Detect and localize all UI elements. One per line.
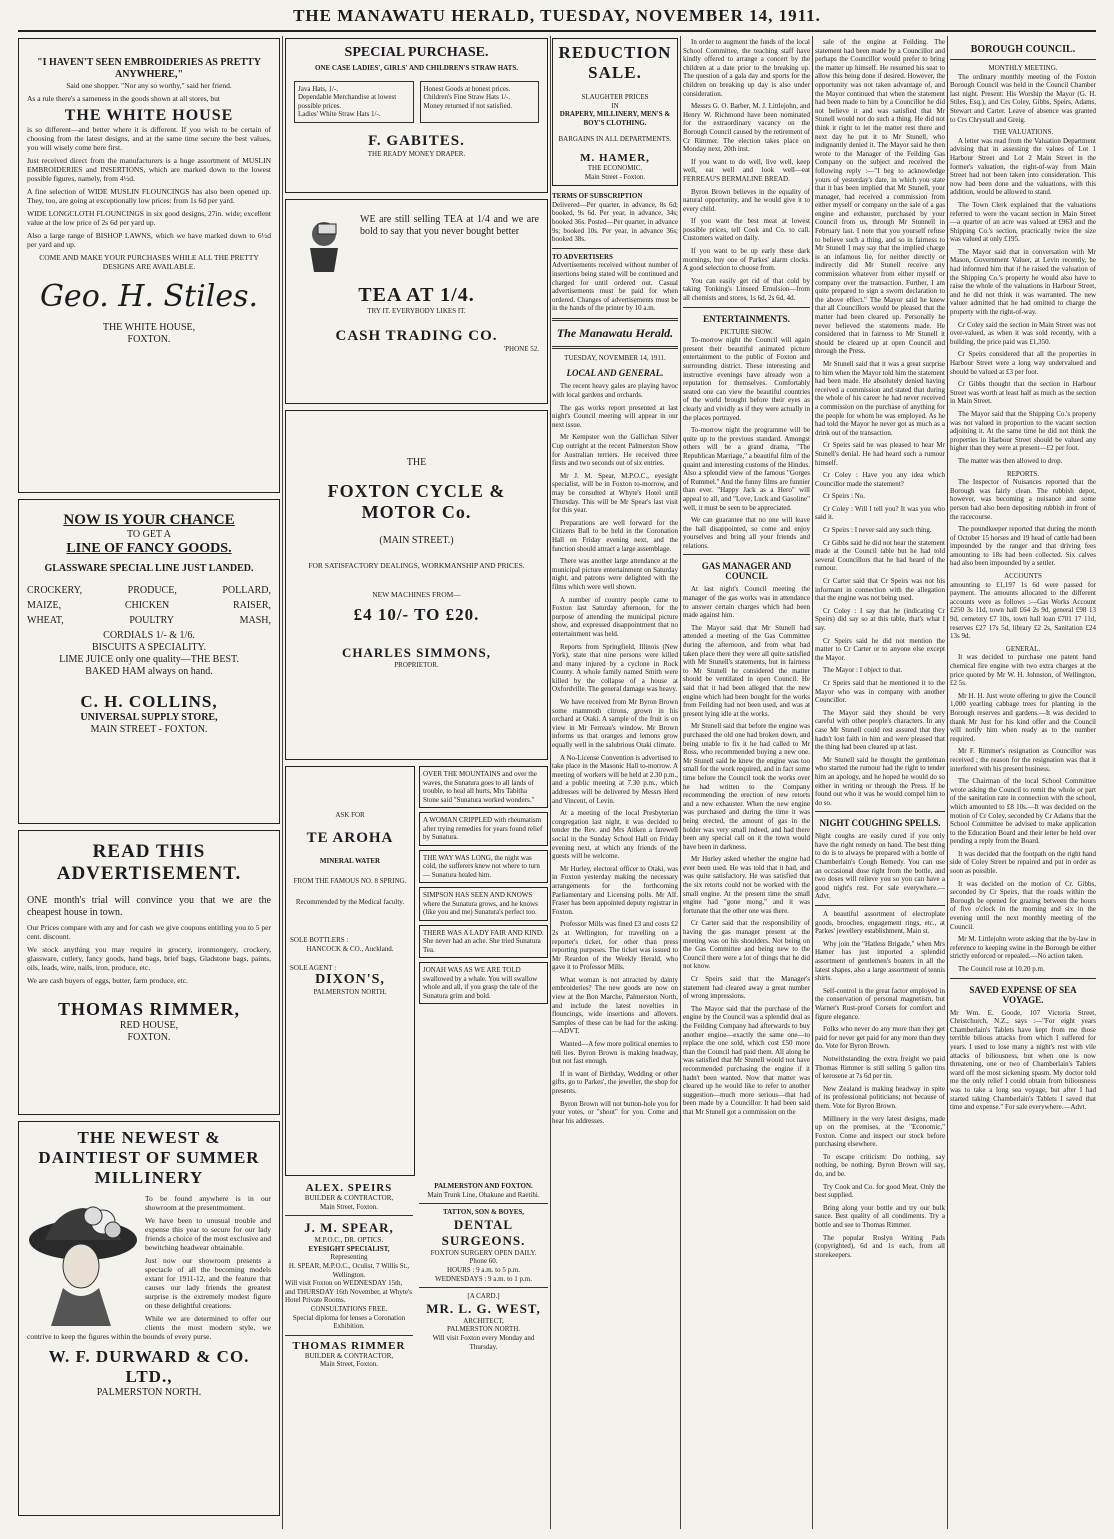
advert-text: Just received direct from the manufacturers is a huge assortment of MUSLIN EMBROIDERIES and INSERTIONS, which are marked down to the lowest possible figures, namely, from 4½d.: [27, 156, 271, 183]
advert-text: FOR SATISFACTORY DEALINGS, WORKMANSHIP AND PRICES.: [308, 561, 525, 570]
advert-text: Will visit Foxton every Monday and Thursday.: [432, 1333, 535, 1351]
advert-heading: GLASSWARE SPECIAL LINE JUST LANDED.: [44, 563, 254, 574]
product-name: TE AROHA: [306, 829, 394, 846]
valuations-text: A letter was read from the Valuation Department advising that in assessing the values of Lot 1 Harbour Street and Lot 2 Main Street in the former's valuation, the right-of-way from Main Street had not been taken into consideration. This now had been done and the valuations, with this addition, would be allowed to stand. The Town Clerk explained that the valuations referred to were the vacant section in Main Street —a quarter of an acre was valued at £963 and the Shipping Co.'s section, practically twice the size was valued at only £195. The Mayor said that in conversation with Mr Mason, Government Valuer, at Levin recently, he had informed him that if he raised the valuation of the Shipping Co.'s property he would also have to raise the whole of the valuations in Harbour Street, and he did not think it was warranted. The new valuer admitted that he had omitted to charge the property with the right-of-way. Cr Coley said the section in Main Street was not over-valued, as when it was sold recently, with a building, the price paid was £1,350. Cr Speirs considered that all the properties in Harbour Street were a long way undervalued and should be valued at £3 per foot. Cr Gibbs thought that the section in Harbour Street was worth at least half as much as the section in Main Street. The Mayor said that the Shipping Co.'s property was not valued in proportion to the vacant section adjoining it. At the same time he did not think the properties in Harbour Street should be valued any higher than they were at present—£2 per foot. The matter was then allowed to drop.: [950, 136, 1096, 465]
mid-adverts: [285, 766, 548, 1176]
small-advert: THE WAY WAS LONG, the night was cold, the sufferers knew not where to turn — Sunatura healed him.: [419, 850, 548, 884]
advert-text: BAKED HAM always on hand.: [85, 666, 213, 677]
section-heading: BOROUGH COUNCIL.: [970, 44, 1076, 55]
advert-text: BUILDER & CONTRACTOR,: [304, 1351, 394, 1360]
small-advert: OVER THE MOUNTAINS and over the waves, the Sunatura goes to all lands of trouble, to heal all hurts, Mrs Tabitha Stone said "Sunatura worked wonders.": [419, 766, 548, 808]
advert-text: SLAUGHTER PRICES: [581, 93, 649, 101]
advert-text: BARGAINS IN ALL DEPARTMENTS.: [558, 135, 672, 144]
durward-advert: [18, 1121, 280, 1516]
column-5: [815, 38, 945, 1529]
tea-advert: [285, 199, 548, 404]
gabites-advert: [285, 38, 548, 193]
advert-text: TO GET A: [126, 529, 172, 540]
small-advert: THERE WAS A LADY FAIR AND KIND. She never had an ache. She tried Sunatura Tea.: [419, 925, 548, 959]
advert-text: ARCHITECT,: [463, 1316, 504, 1325]
advert-text: CORDIALS 1/- & 1/6.: [103, 630, 195, 641]
section-heading: TO ADVERTISERS: [552, 252, 613, 261]
collins-advert: [18, 499, 280, 824]
store-name: F. GABITES.: [368, 132, 465, 149]
column-rule: [680, 36, 681, 1529]
section-subheading: PICTURE SHOW.: [720, 327, 773, 336]
store-name: C. H. COLLINS,: [80, 692, 218, 711]
advert-text: We are cash buyers of eggs, butter, farm produce, etc.: [27, 976, 188, 985]
advert-text: SOLE BOTTLERS :: [290, 936, 349, 945]
advert-text: While we are determined to offer our clients the most modern style, we contrive to keep the figures within the bounds of every purse.: [27, 1314, 271, 1341]
advert-text: WE are still selling TEA at 1/4 and we are bold to say that you never bought better: [360, 214, 539, 237]
section-heading: SAVED EXPENSE OF SEA VOYAGE.: [969, 984, 1077, 1005]
advert-text: PALMERSTON NORTH.: [96, 1387, 202, 1398]
advert-text: Just now our showroom presents a spectacle of all the becoming models extant for 1911-12, and the feature that causes our lady friends the greatest surprise is the extremely modest figure on these delightful creations.: [145, 1256, 271, 1310]
column-1: [18, 38, 280, 1529]
store-name: MR. L. G. WEST,: [426, 1300, 541, 1316]
advert-text: Main Street, Foxton.: [320, 1202, 378, 1211]
advert-text: HOURS : 9 a.m. to 5 p.m.: [446, 1265, 521, 1274]
store-name: THE WHITE HOUSE: [64, 107, 234, 124]
advert-text: Said one shopper. "Nor any so worthy," said her friend.: [66, 81, 232, 90]
advert-heading: LINE OF FANCY GOODS.: [66, 541, 232, 556]
advert-text: PALMERSTON NORTH.: [446, 1325, 521, 1334]
store-name: TATTON, SON & BOYES,: [442, 1208, 525, 1217]
advert-text: FOXTON SURGERY OPEN DAILY.: [430, 1248, 537, 1257]
advert-text: SOLE AGENT :: [290, 963, 337, 972]
advert-text: FROM THE FAMOUS NO. 8 SPRING.: [293, 877, 407, 886]
column-rule: [550, 36, 551, 1529]
advert-text: As a rule there's a sameness in the goods shown at all stores, but: [27, 94, 220, 103]
advert-footer: FOXTON.: [127, 334, 171, 345]
section-subheading: REPORTS.: [1006, 469, 1040, 478]
advert-text: WIDE LONGCLOTH FLOUNCINGS in six good designs, 27in. wide; excellent value at the low price of 2s 6d per yard up.: [27, 209, 271, 227]
newspaper-title: The Manawatu Herald.: [556, 325, 674, 340]
section-heading: NIGHT COUGHING SPELLS.: [819, 818, 941, 829]
hamer-advert: [552, 38, 678, 186]
column-rule: [947, 36, 948, 1529]
column-rule: [812, 36, 813, 1529]
advert-text: 'PHONE 52.: [503, 344, 539, 353]
small-advert: A WOMAN CRIPPLED with rheumatism after trying remedies for years found relief by Sunatura.: [419, 812, 548, 846]
section-heading: TERMS OF SUBSCRIPTION: [552, 192, 643, 201]
advert-text: is so different—and better where it is different. If you wish to be certain of choosing from the latest designs, and at the same time secure the best values, you will wisely come here first.: [27, 125, 271, 152]
advert-text: IN: [611, 101, 619, 110]
advert-text: Recommended by the Medical faculty.: [295, 897, 405, 906]
small-advert: SIMPSON HAS SEEN AND KNOWS where the Sunatura grows, and he knows (like you and me) Sunatura's perfect too.: [419, 887, 548, 921]
proprietor-name: CHARLES SIMMONS,: [342, 645, 491, 660]
advert-text: ASK FOR: [335, 811, 365, 819]
white-house-advert: [18, 38, 280, 493]
advert-text: A fine selection of WIDE MUSLIN FLOUNCINGS has also been opened up. They, too, are going at exceptionally low prices: from 1s 6d per yard.: [27, 187, 271, 205]
advert-text: MINERAL WATER: [319, 856, 381, 865]
goods-row: WHEAT, POULTRY MASH,: [27, 615, 271, 626]
advert-text: Will visit Foxton on WEDNESDAY 15th, and THURSDAY 16th November, at Whyte's Hotel Private Rooms.: [285, 1279, 412, 1305]
advert-text: To be found anywhere is in our showroom at the presentmoment.: [145, 1194, 271, 1212]
section-subheading: ACCOUNTS: [1004, 572, 1042, 581]
advert-heading: SALE.: [588, 63, 642, 82]
advert-text: HANCOCK & CO., Auckland.: [306, 944, 394, 953]
advert-heading: EYESIGHT SPECIALIST,: [308, 1244, 390, 1253]
advert-text: NEW MACHINES FROM—: [372, 590, 461, 599]
entertainments-text: To-morrow night the Council will again present their beautiful animated picture entertainment to the public of Foxton and surrounding district. These interesting and instructive evenings have already won a reputation for themselves. Comfortably seated one can view the beautiful countries of the world brought before their eyes as clearly and vividly as if they were actually in the places portrayed. To-morrow night the programme will be quite up to the previous standard. Amongst others will be a grand drama, "The Republican Marriage," a beautiful film of the quaint and interesting customs of the Hindus. Also a splendid view of the famous "Gorges of Rummel." And the funny films are funnier than ever. "Happy Jack as a Hero" will appeal to all, and "Love, Luck and Gasoline" well, it must be seen to be appreciated. We can guarantee that no one will leave the hall disappointed, so come and enjoy yourselves and bring all your friends and relations.: [683, 336, 810, 550]
column-3: [552, 38, 678, 1529]
council-text: The ordinary monthly meeting of the Foxton Borough Council was held in the Council Chamber last night. Present: His Worship the Mayor (G. H. Stiles, Esq.), and Crs Coley, Gibbs, Speirs, Adams, Stewart and Carter. Leave of absence was granted to Crs Chrystall and Greig.: [950, 72, 1096, 124]
advert-text: WEDNESDAYS : 9 a.m. to 1 p.m.: [435, 1274, 532, 1283]
column-rule: [282, 36, 283, 1529]
advert-price: £4 10/- TO £20.: [353, 605, 480, 624]
general-text: It was decided to purchase one patent hand chemical fire engine with two extra charges at the price quoted by Mr W. H. Johnston, of Wellington, £2 5s. Mr H. H. Just wrote offering to give the Council 1,000 yearling cabbage trees for planting in the Borough reserves and gardens.—It was decided to thank Mr Just for his kind offer and the Council will notify him when ready as to the number required. Mr F. Rimmer's resignation as Councillor was received ; the reason for the resignation was that it interfered with his present business. The Chairman of the local School Committee wrote asking the Council to remit the whole or part of the sanitation rate in connection with the school, which amounted to £8 10s.—It was decided on the motion of Cr Coley, seconded by Cr Adams that the School Committee be advised to make application to the Education Board and their letter be held over pending a reply from the Board. It was decided that the footpath on the right hand side of Coley Street be repaired and put in order as soon as possible. It was decided on the motion of Cr. Gibbs, seconded by Cr Speirs, that the roads within the Borough be opened for grazing between the hours of five o'clock in the morning and six in the evening until the next monthly meeting of the Council. Mr M. Littlejohn wrote asking that the by-law in reference to keeping swine in the Borough be either strictly enforced or repealed.—No action taken. The Council rose at 10.20 p.m.: [950, 653, 1096, 973]
store-name: CASH TRADING CO.: [335, 327, 498, 344]
cycle-advert: [285, 410, 548, 760]
store-name: DIXON'S,: [315, 972, 385, 988]
bottom-adverts: [285, 1182, 548, 1369]
advert-text: CONSULTATIONS FREE.: [310, 1304, 388, 1313]
store-name: J. M. SPEAR,: [304, 1220, 394, 1236]
store-name: THOMAS RIMMER: [292, 1339, 406, 1352]
advert-text: Special diploma for lenses a Coronation Exhibition.: [292, 1313, 406, 1331]
advert-text: BUILDER & CONTRACTOR,: [304, 1194, 394, 1202]
goods-row: MAIZE, CHICKEN RAISER,: [27, 600, 271, 611]
advert-text: FOXTON.: [127, 1032, 171, 1043]
column-6: [950, 38, 1096, 1529]
advert-text: Night coughs are easily cured if you only have the right remedy on hand. The best thing to do is to always be prepared with a bottle of Chamberlain's Cough Remedy. You can use an occasional dose right from the bottle, and two doses will relieve you so you can have a good night's rest. For sale everywhere.—Advt.: [815, 832, 945, 901]
gabites-lists: Java Hats, 1/-. Dependable Merchandise at lowest possible prices. Ladies' White Straw Hats 1/-. Honest Goods at honest prices. Children's Fine Straw Hats 1/-. Money returned if not satisfied.: [294, 81, 539, 123]
advert-text: BISCUITS A SPECIALITY.: [91, 642, 206, 653]
notice-text: Advertisements received without number of insertions being stated will be continued and charged for until ordered out. Casual advertisements must be paid for when ordered. Changes of advertisements must be in the hands of the printer by 10 a.m.: [552, 261, 678, 313]
sunatura-adverts: [419, 766, 548, 1176]
advert-heading: SPECIAL PURCHASE.: [344, 45, 489, 60]
advert-text: PROPRIETOR.: [394, 661, 439, 669]
small-advert: JONAH WAS AS WE ARE TOLD swallowed by a whale. You will swallow whole and all, if you grasp the tale of the Sunatura grim and bold.: [419, 962, 548, 1004]
section-subheading: GENERAL.: [1005, 644, 1041, 653]
accounts-text: amounting to £1,197 1s 6d were passed for payment. The amounts allocated to the different accounts were as follows :—Gas Works Account £250 3s 11d, town hall £64 2s 9d, general £98 13 9d, cemetery £7 10s, town hall loan £701 17 11d, reserves £27 17s 5d, library £2 2s, Sanitation £24 13s 9d.: [950, 580, 1096, 641]
advert-text: LIME JUICE only one quality—THE BEST.: [59, 654, 239, 665]
rimmer-advert: [18, 830, 280, 1115]
advert-heading: NOW IS YOUR CHANCE: [63, 512, 235, 528]
store-name: FOXTON CYCLE & MOTOR Co.: [327, 481, 506, 522]
advert-text: Our Prices compare with any and for cash we give coupons entitling you to 5 per cent. discount.: [27, 923, 271, 941]
advert-heading: TEA AT 1/4.: [358, 284, 475, 306]
advert-footer: THE WHITE HOUSE,: [102, 322, 196, 333]
tea-cup-icon: [294, 214, 354, 274]
te-aroha-advert: [285, 766, 415, 1176]
hat-illustration: [27, 1196, 139, 1326]
advert-heading: PALMERSTON AND FOXTON.: [434, 1182, 533, 1190]
section-heading: LOCAL AND GENERAL.: [566, 368, 664, 379]
advert-text: Phone 60.: [469, 1257, 498, 1266]
advert-heading: REDUCTION: [558, 43, 672, 62]
advert-text: [A CARD.]: [467, 1292, 500, 1301]
advert-text: H. SPEAR, M.P.O.C., Oculist, 7 Willis St., Wellington.: [288, 1261, 410, 1279]
column-2: [285, 38, 548, 1529]
section-subheading: MONTHLY MEETING.: [988, 64, 1058, 72]
advert-text: UNIVERSAL SUPPLY STORE,: [80, 712, 218, 723]
masthead-rule: [18, 30, 1096, 32]
advert-text: TRY IT. EVERYBODY LIKES IT.: [367, 307, 466, 315]
advert-text: DRAPERY, MILLINERY, MEN'S & BOY'S CLOTHING.: [559, 110, 671, 127]
section-heading: ENTERTAINMENTS.: [703, 313, 790, 324]
news-items: In order to augment the funds of the local School Committee, the teaching staff have kindly offered to arrange a concert by the children at a date prior to the breaking up. The question of a gala day and sports for the children on breaking up day is also under consideration. Messrs G. O. Barber, M. J. Littlejohn, and Henry W. Richmond have been nominated for the extraordinary vacancy on the Borough Council caused by the retirement of Cr Rimmer. The election takes place on Monday next, 20th inst. If you want to do well, live well, keep well, eat well and look well—eat FERREAU'S BERMALINE BREAD. Byron Brown believes in the equality of natural opportunity, and he would give it to every child. If you want the best meat at lowest possible prices, tell Cook and Co. to call. Customers waited on daily. If you want to be up early these dark mornings, buy one of Parkes' alarm clocks. A good selection to choose from. You can easily get rid of that cold by taking Tonking's Linseed Emulsion—from all chemists and stores, 1s 6d, 2s 6d, 4d.: [683, 38, 810, 303]
column-4: [683, 38, 810, 1529]
advert-text: We stock anything you may require in grocery, ironmongery, crockery, glassware, cutlery, fancy goods, hand bags, brief bags, Gladstone bags, paints, oils, leads, wire, nails, iron, produce, etc.: [27, 945, 271, 972]
advert-text: Also a large range of BISHOP LAWNS, which we have marked down to 6½d per yard and up.: [27, 231, 271, 249]
advert-text: M.P.O.C., DR. OPTICS.: [314, 1236, 384, 1245]
advert-text: PALMERSTON NORTH.: [313, 988, 387, 997]
advert-text: Main Street - Foxton.: [584, 172, 646, 181]
advert-text: Main Trunk Line, Ohakune and Raetihi.: [427, 1190, 540, 1199]
local-news: The recent heavy gales are playing havoc with local gardens and orchards. The gas works report presented at last night's Council meeting will appear in our next issue. Mr Kempster won the Gallichan Silver Cup outright at the recent Palmerston Show for Australian terriers. He received three firsts and two seconds out of six entries. Mr J. M. Spear, M.P.O.C., eyesight specialist, will be in Foxton to-morrow, and may be consulted at Whyte's Hotel until Thursday. This will be Mr Spear's last visit for this year. Preparations are well forward for the Citizens Ball to be held in the Coronation Hall on Friday evening next, and the function should attract a large assemblage. There was another large attendance at the municipal picture entertainment on Saturday night, and patrons were delighted with the films which were well shown. A number of country people came to Foxton last Saturday afternoon, for the purpose of attending the municipal picture show, and expressed disappointment that no entertainment was held. Reports from Springfield, Illinois (New York), state that nine persons were killed and many injured by a cyclone in Rock County. A whole family named Smith were killed by the collapse of a house at Oxfordville. The general damage was heavy. We have received from Mr Byron Brown some mammoth citrons, grown in his orchard at Otaki. A sample of the fruit is on view in Mr Ferreau's window. Mr Brown informs us that oranges and lemons grow equally well in the salubrious Otaki climate. A No-License Convention is advertised to take place in the Masonic Hall to-morrow. A meeting of workers will be held at 2.30 p.m., and a public meeting at 7.30 p.m., which addresses will be delivered by Messrs Herd and Vincent, of Levin. At a meeting of the local Presbyterian congregation last night, it was decided to tender the Rev. and Mrs Aitken a farewell social in the Sunday School Hall on Friday evening next, at which any friends of the guests will be welcome. Mr Hurley, electoral officer to Otaki, was in Foxton yesterday making the necessary arrangements for the forthcoming Parliamentary and Licensing polls. Mr Alf. Fraser has been appointed deputy registrar in Foxton. Professor Mills was fined £3 and costs £2 2s at Wellington, for travelling on a reporter's ticket, for other than press reporting purposes. The ticket was issued to Mr Reardon of the Weekly Herald, who gave it to Professor Mills. What woman is not attracted by dainty embroideries? The new goods are now on view at the Bon Marche, Palmerston North, and include the latest novelties in flouncings, wide insertions and allovers. Samples of these can be had for the asking.—ADVT. Wanted—A few more political enemies to tell lies. Byron Brown is making headway, but not fast enough. If in want of Birthday, Wedding or other gifts, go to Parkes', the jeweller, the shop for presents. Byron Brown will not button-hole you for your votes, or "shout" for you. Come and hear his addresses.: [552, 382, 678, 1125]
advert-text: THE READY MONEY DRAPER.: [367, 149, 466, 158]
advert-heading: THE NEWEST & DAINTIEST OF SUMMER MILLINERY: [38, 1128, 260, 1187]
advert-text: Mr Wm. E. Goode, 107 Victoria Street, Christchurch, N.Z., says :—"For eight years Chamberlain's Tablets have kept from me those terrible bilious attacks from which I suffered for years. I used to lose many a night's rest with vile attacks of biliousness, but when one is now threatening, one or two of Chamberlain's Tablets ward off the most sickening spasm. My doctor told me the only relief I could obtain from biliousness was to take a long sea voyage, but after I had started taking Chamberlain's Tablets I saved that time and expense." For sale everywhere.—Advt.: [950, 1008, 1096, 1112]
issue-date: TUESDAY, NOVEMBER 14, 1911.: [564, 353, 666, 362]
section-heading: GAS MANAGER AND COUNCIL: [701, 561, 792, 582]
signature: Geo. H. Stiles.: [39, 279, 259, 314]
notice-text: Delivered—Per quarter, in advance, 8s 6d; booked, 9s 6d. Per year, in advance, 34s; booked 36s. Posted—Per quarter, in advance 9s; booked 10s. Per year, in advance 36s; booked 38s.: [552, 200, 678, 244]
advert-text: Main Street, Foxton.: [320, 1360, 378, 1369]
advert-text: ONE month's trial will convince you that we are the cheapest house in town.: [27, 895, 271, 918]
advert-text: RED HOUSE,: [119, 1020, 179, 1031]
store-name: W. F. DURWARD & CO. LTD.,: [48, 1347, 250, 1386]
advert-text: (MAIN STREET.): [379, 535, 454, 546]
reports-text: The Inspector of Nuisances reported that the Borough was fairly clean. The rubbish depot, however, was becoming a nuisance and some person had also been depositing rubbish in front of the racecourse. The poundkeeper reported that during the month of October 15 horses and 19 head of cattle had been impounded by the ranger and that driving fees amounting to 18s had been collected. Six calves had also been impounded by a settler.: [950, 478, 1096, 568]
masthead-title: THE MANAWATU HERALD, TUESDAY, NOVEMBER 14, 1911.: [293, 6, 821, 25]
gas-manager-text: At last night's Council meeting the manager of the gas works was in attendance to answer certain charges which had been made against him. The Mayor said that Mr Stunell had attended a meeting of the Gas Committee during the afternoon, and from what had taken place there they were all quite satisfied with Mr Stunell's statements, but in fairness to Mr Stunell he considered the matter should be ventilated in open Council. He said that it had been alleged that the new engine which had been bought for the works from Feilding had not been used, and was at present lying idle at the works. Mr Stunell said that before the engine was purchased the old one had broken down, and being unable to fix it he had called to Mr Ross, who recommended buying a new one. Mr Stunell said he knew the engine was too small for the work required, and in fact some time before the Council took the works over he had written to the Company recommending the erection of new retorts and a new exhauster. When the new engine was purchased and during the time it was being erected, the amount of gas in the holder was very small indeed, and had there been any special call on it the town would have been in darkness. Mr Hurley asked whether the engine had ever been used. He was told that it had, and was quite satisfactory. He was satisfied that the six retorts could not be worked with the small engine. At the present time the small engine had "gone mong," and it was fortunate that the other one was there. Cr Carter said that the responsibility of having the gas manager present at the meeting was on his shoulders. Not being on the Gas Committee and being new to the Council there were a lot of things that he did not know. Cr Speirs said that the Manager's statement had cleared away a great number of wrong impressions. The Mayor said that the purchase of the engine by the Council was a splendid deal as the Feilding Company had afterwards to buy another engine—exactly the same one—to replace the one sold, which cost £50 more than the Council had paid them. All along he was satisfied that Mr Stunell would not have recommended purchasing the engine if it hadn't been wanted. Now that matter was cleared up he would like to refer to another suggestion—much more serious—that had been made by a Councillor. It had been said that Mr Stunell got a commission on the: [683, 585, 810, 1116]
advert-text: MAIN STREET - FOXTON.: [90, 724, 208, 735]
store-name: M. HAMER,: [580, 151, 650, 164]
advert-text: THE: [406, 457, 427, 468]
advert-quote: "I HAVEN'T SEEN EMBROIDERIES AS PRETTY ANYWHERE,": [37, 57, 261, 80]
advert-text: Representing: [330, 1253, 368, 1262]
gas-manager-continued: sale of the engine at Feilding. The statement had been made by a Councillor and perhaps the Councillor would prefer to bring the matter up himself. He resumed his seat to allow this being done if desired. However, the opportunity was not taken advantage of, and the Mayor continued that when the statement had been made to him by a Councillor he did not believe it and was satisfied that Mr Stunell would not do such a thing. He did not think it right to let the matter rest there and next day he put it to Mr Stunell, who indignantly denied it. The Mayor said he then wrote to the Manager of the Feilding Gas Company on the subject and received the following reply :—"I beg to acknowledge yours of yesterday's date, in which you state that it has been implied that Mr Stunell, your manager, had received a commission from either myself or company on the sale of a gas engine and exhauster, purchased by your Council from us, through Mr Stunnell in February last. I note that you yourself refuse to believe such a thing, and so in fairness to Mr Stunell I may say that the implied charge is an infamous lie, for neither directly or indirectly did Mr Stunell receive any commission whatever from either myself or company over the transaction. Further, I am quite prepared to sign a sworn declaration to the above effect." The Mayor said he knew that all Councillors would be pleased that the matter had been cleared up. Personally he never believed the statements made. He considered that in fairness to Mr Stunell it should be cleared up at open Council and through the Press. Mr Stunell said that it was a great surprise to him when the Mayor told him the statement had been made. He absolutely denied having received a commission and stated that during the whole of his career he had never received a commission on the purchase of anything for the people for whom he was employed. As he had told the Mayor he never got as much as a drink out of the transaction. Cr Speirs said he was pleased to hear Mr Stunell's denial. He had heard such a rumour himself. Cr Coley : Have you any idea which Councillor made the statement? Cr Speirs : No. Cr Coley : Will I tell you? It was you who said it. Cr Speirs : I never said any such thing. Cr Gibbs said he did not hear the statement made at the Council table but he had told several Councillors that he had heard of the rumour. Cr Carter said that Cr Speirs was not his informant in connection with the allegation that the engine was not being used. Cr Coley : I say that he (indicating Cr Speirs) did say so at this table, that's what I say. Cr Speirs said he did not mention the matter to Cr Carter or to anyone else except the Mayor. The Mayor : I object to that. Cr Speirs said that he mentioned it to the Mayor who was in company with another Councillor. The Mayor said they should be very careful with other people's characters. In any case Mr Stunell could rest assured that they hadn't lost faith in him and were pleased that the thing had been cleared up at last. Mr Stunell said he thought the gentleman who started the rumour had the right to tender him an apology, and he hoped he would do so either in writing or through the Press. If he found out who it was he would compel him to do so.: [815, 38, 945, 807]
advert-heading: DENTAL SURGEONS.: [441, 1216, 526, 1248]
advert-text: We have been to unusual trouble and expense this year to secure for our lady friends a choice of the most exclusive and bewitching headwear obtainable.: [145, 1216, 271, 1252]
store-name: THOMAS RIMMER,: [58, 999, 240, 1019]
advert-text: THE ECONOMIC.: [587, 163, 643, 172]
goods-row: CROCKERY, PRODUCE, POLLARD,: [27, 585, 271, 596]
advert-text: COME AND MAKE YOUR PURCHASES WHILE ALL THE PRETTY DESIGNS ARE AVAILABLE.: [39, 253, 259, 271]
section-subheading: THE VALUATIONS.: [992, 128, 1054, 137]
advert-text: ONE CASE LADIES', GIRLS' AND CHILDREN'S STRAW HATS.: [315, 64, 518, 72]
paragraph-adverts: A beautiful assortment of electroplate goods, brooches, engagement rings, etc., at Parkes' jewellery establishment, Main st. Why join the "Hatless Brigade," when Mrs Hamer has just imported a splendid assortment of gentlemen's boaters in all the latest shapes, also a large assortment of tennis shirts. Self-control is the great factor employed in the conservation of personal magnetism, but Warner's Rust-proof Corsets for comfort and figure elegance. Folks who never do any more than they get paid for never get paid for any more than they do. Vote for Byron Brown. Notwithstanding the extra freight we paid Thomas Rimmer is still selling 5 gallon tins of kerosene at 7s 6d per tin. New Zealand is making headway in spite of its professional politicians; not because of them. Vote for Byron Brown. Millinery in the very latest designs, made up on the premises, at the "Economic," Foxton. Come and inspect our stock before purchasing elsewhere. To escape criticism: Do nothing, say nothing, be nothing. Byron Brown will say, do, and be. Try Cook and Co. for good Meat. Only the best supplied. Bring along your bottle and try our bulk sauce. Best quality of all condiments. Try a bottle and see to Thomas Rimmer. The popular Roslyn Writing Pads (copyrighted), 6d and 1s each, from all storekeepers.: [815, 910, 945, 1259]
advert-heading: READ THIS ADVERTISEMENT.: [56, 841, 242, 884]
store-name: ALEX. SPEIRS: [305, 1182, 393, 1194]
